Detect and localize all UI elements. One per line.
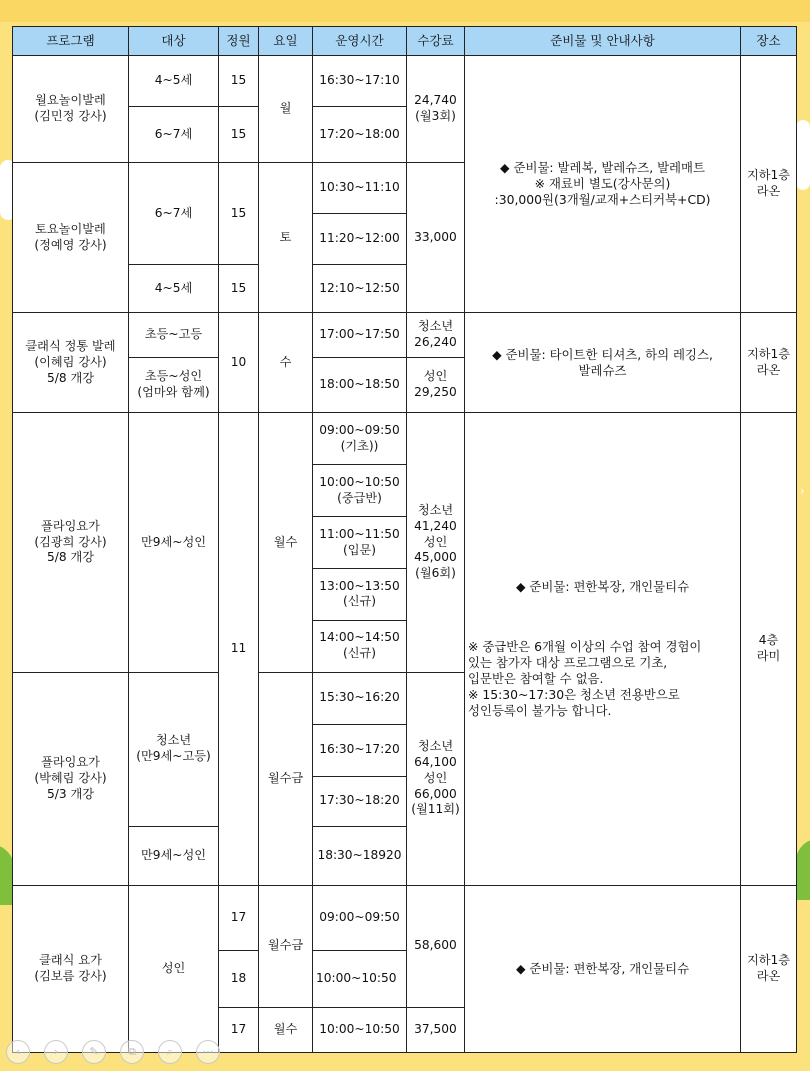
time-cell: 12:10~12:50 <box>313 265 407 313</box>
target-cell: 초등~성인 (엄마와 함께) <box>129 358 219 413</box>
more-icon[interactable]: ⋯ <box>196 1040 220 1064</box>
yoga-notes-main: ◆ 준비물: 편한복장, 개인물티슈 <box>515 578 690 594</box>
capacity-cell: 15 <box>219 163 259 265</box>
time-cell: 16:30~17:10 <box>313 56 407 107</box>
target-cell: 성인 <box>129 885 219 1052</box>
target-cell: 6~7세 <box>129 107 219 163</box>
time-cell: 14:00~14:50 (신규) <box>313 620 407 672</box>
place-cell: 지하1층 라온 <box>741 885 797 1052</box>
day-cell: 월수 <box>259 1007 313 1052</box>
target-cell: 만9세~성인 <box>129 826 219 885</box>
pen-icon[interactable]: ✎ <box>82 1040 106 1064</box>
time-cell: 09:00~09:50 <box>313 885 407 950</box>
table-row <box>13 413 797 465</box>
capacity-cell: 15 <box>219 56 259 107</box>
top-strip <box>0 0 810 22</box>
program-name: 플라잉요가 (김광희 강사) 5/8 개강 <box>13 413 129 672</box>
time-cell: 10:30~11:10 <box>313 163 407 214</box>
place-cell: 4층 라미 <box>741 413 797 885</box>
prev-icon[interactable]: ‹ <box>6 1040 30 1064</box>
day-cell: 월수금 <box>259 885 313 1007</box>
day-cell: 월수금 <box>259 672 313 885</box>
day-cell: 월 <box>259 56 313 163</box>
target-cell: 4~5세 <box>129 265 219 313</box>
target-cell: 4~5세 <box>129 56 219 107</box>
fee-cell: 청소년 41,240 성인 45,000 (월6회) <box>407 413 465 672</box>
time-cell: 15:30~16:20 <box>313 672 407 724</box>
place-cell: 지하1층 라온 <box>741 56 797 313</box>
day-cell: 수 <box>259 313 313 413</box>
target-cell: 만9세~성인 <box>129 413 219 672</box>
fee-cell: 33,000 <box>407 163 465 313</box>
time-cell: 17:30~18:20 <box>313 776 407 826</box>
time-cell: 11:20~12:00 <box>313 214 407 265</box>
program-name: 클래식 정통 발레 (이혜림 강사) 5/8 개강 <box>13 313 129 413</box>
program-name: 클래식 요가 (김보름 강사) <box>13 885 129 1052</box>
fee-cell: 58,600 <box>407 885 465 1007</box>
fee-cell: 24,740 (월3회) <box>407 56 465 163</box>
time-cell: 11:00~11:50 (입문) <box>313 517 407 569</box>
cloud-right <box>796 120 810 190</box>
header-cell: 대상 <box>129 27 219 56</box>
place-cell: 지하1층 라온 <box>741 313 797 413</box>
time-cell: 10:00~10:50 (중급반) <box>313 465 407 517</box>
day-cell: 토 <box>259 163 313 313</box>
fee-cell: 37,500 <box>407 1007 465 1052</box>
header-cell: 준비물 및 안내사항 <box>465 27 741 56</box>
header-cell: 운영시간 <box>313 27 407 56</box>
ballet-classic-notes: ◆ 준비물: 타이트한 티셔츠, 하의 레깅스, 발레슈즈 <box>465 313 741 413</box>
capacity-cell: 15 <box>219 107 259 163</box>
table-row <box>13 885 797 950</box>
capacity-cell: 17 <box>219 885 259 950</box>
capacity-cell: 18 <box>219 950 259 1007</box>
program-name: 플라잉요가 (박혜림 강사) 5/3 개강 <box>13 672 129 885</box>
capacity-cell: 10 <box>219 313 259 413</box>
program-schedule-table <box>12 26 797 1053</box>
header-row <box>13 27 797 56</box>
next-icon[interactable]: › <box>44 1040 68 1064</box>
time-cell: 18:30~18920 <box>313 826 407 885</box>
fee-cell: 성인 29,250 <box>407 358 465 413</box>
header-cell: 정원 <box>219 27 259 56</box>
side-arrow-icon[interactable]: › <box>800 484 805 498</box>
time-cell: 16:30~17:20 <box>313 724 407 776</box>
time-cell: 09:00~09:50 (기초)) <box>313 413 407 465</box>
zoom-icon[interactable]: ⌕ <box>158 1040 182 1064</box>
table-row <box>13 313 797 358</box>
capacity-cell: 17 <box>219 1007 259 1052</box>
time-cell: 17:20~18:00 <box>313 107 407 163</box>
viewer-toolbar <box>6 1040 226 1066</box>
header-cell: 프로그램 <box>13 27 129 56</box>
target-cell: 초등~고등 <box>129 313 219 358</box>
time-cell: 10:00~10:50 <box>313 950 407 1007</box>
time-cell: 10:00~10:50 <box>313 1007 407 1052</box>
header-cell: 장소 <box>741 27 797 56</box>
target-cell: 6~7세 <box>129 163 219 265</box>
table-row <box>13 56 797 107</box>
time-cell: 13:00~13:50 (신규) <box>313 569 407 620</box>
yoga-notes-extra: ※ 중급반은 6개월 이상의 수업 참여 경험이 있는 참가자 대상 프로그램으로 기초, 입문반은 참여할 수 없음. ※ 15:30~17:30은 청소년 전용반으로 성인등록이 불가능 합니다. <box>468 638 702 719</box>
header-cell: 요일 <box>259 27 313 56</box>
classic-yoga-notes: ◆ 준비물: 편한복장, 개인물티슈 <box>465 885 741 1052</box>
copy-icon[interactable]: ⧉ <box>120 1040 144 1064</box>
capacity-cell: 11 <box>219 413 259 885</box>
target-cell: 청소년 (만9세~고등) <box>129 672 219 826</box>
day-cell: 월수 <box>259 413 313 672</box>
time-cell: 17:00~17:50 <box>313 313 407 358</box>
header-cell: 수강료 <box>407 27 465 56</box>
ballet-notes: ◆ 준비물: 발레복, 발레슈즈, 발레매트 ※ 재료비 별도(강사문의) :30,000원(3개월/교재+스티커북+CD) <box>465 56 741 313</box>
time-cell: 18:00~18:50 <box>313 358 407 413</box>
capacity-cell: 15 <box>219 265 259 313</box>
program-name: 월요놀이발레 (김민정 강사) <box>13 56 129 163</box>
fee-cell: 청소년 26,240 <box>407 313 465 358</box>
program-name: 토요놀이발레 (정예영 강사) <box>13 163 129 313</box>
yoga-notes <box>465 413 741 885</box>
fee-cell: 청소년 64,100 성인 66,000 (월11회) <box>407 672 465 885</box>
